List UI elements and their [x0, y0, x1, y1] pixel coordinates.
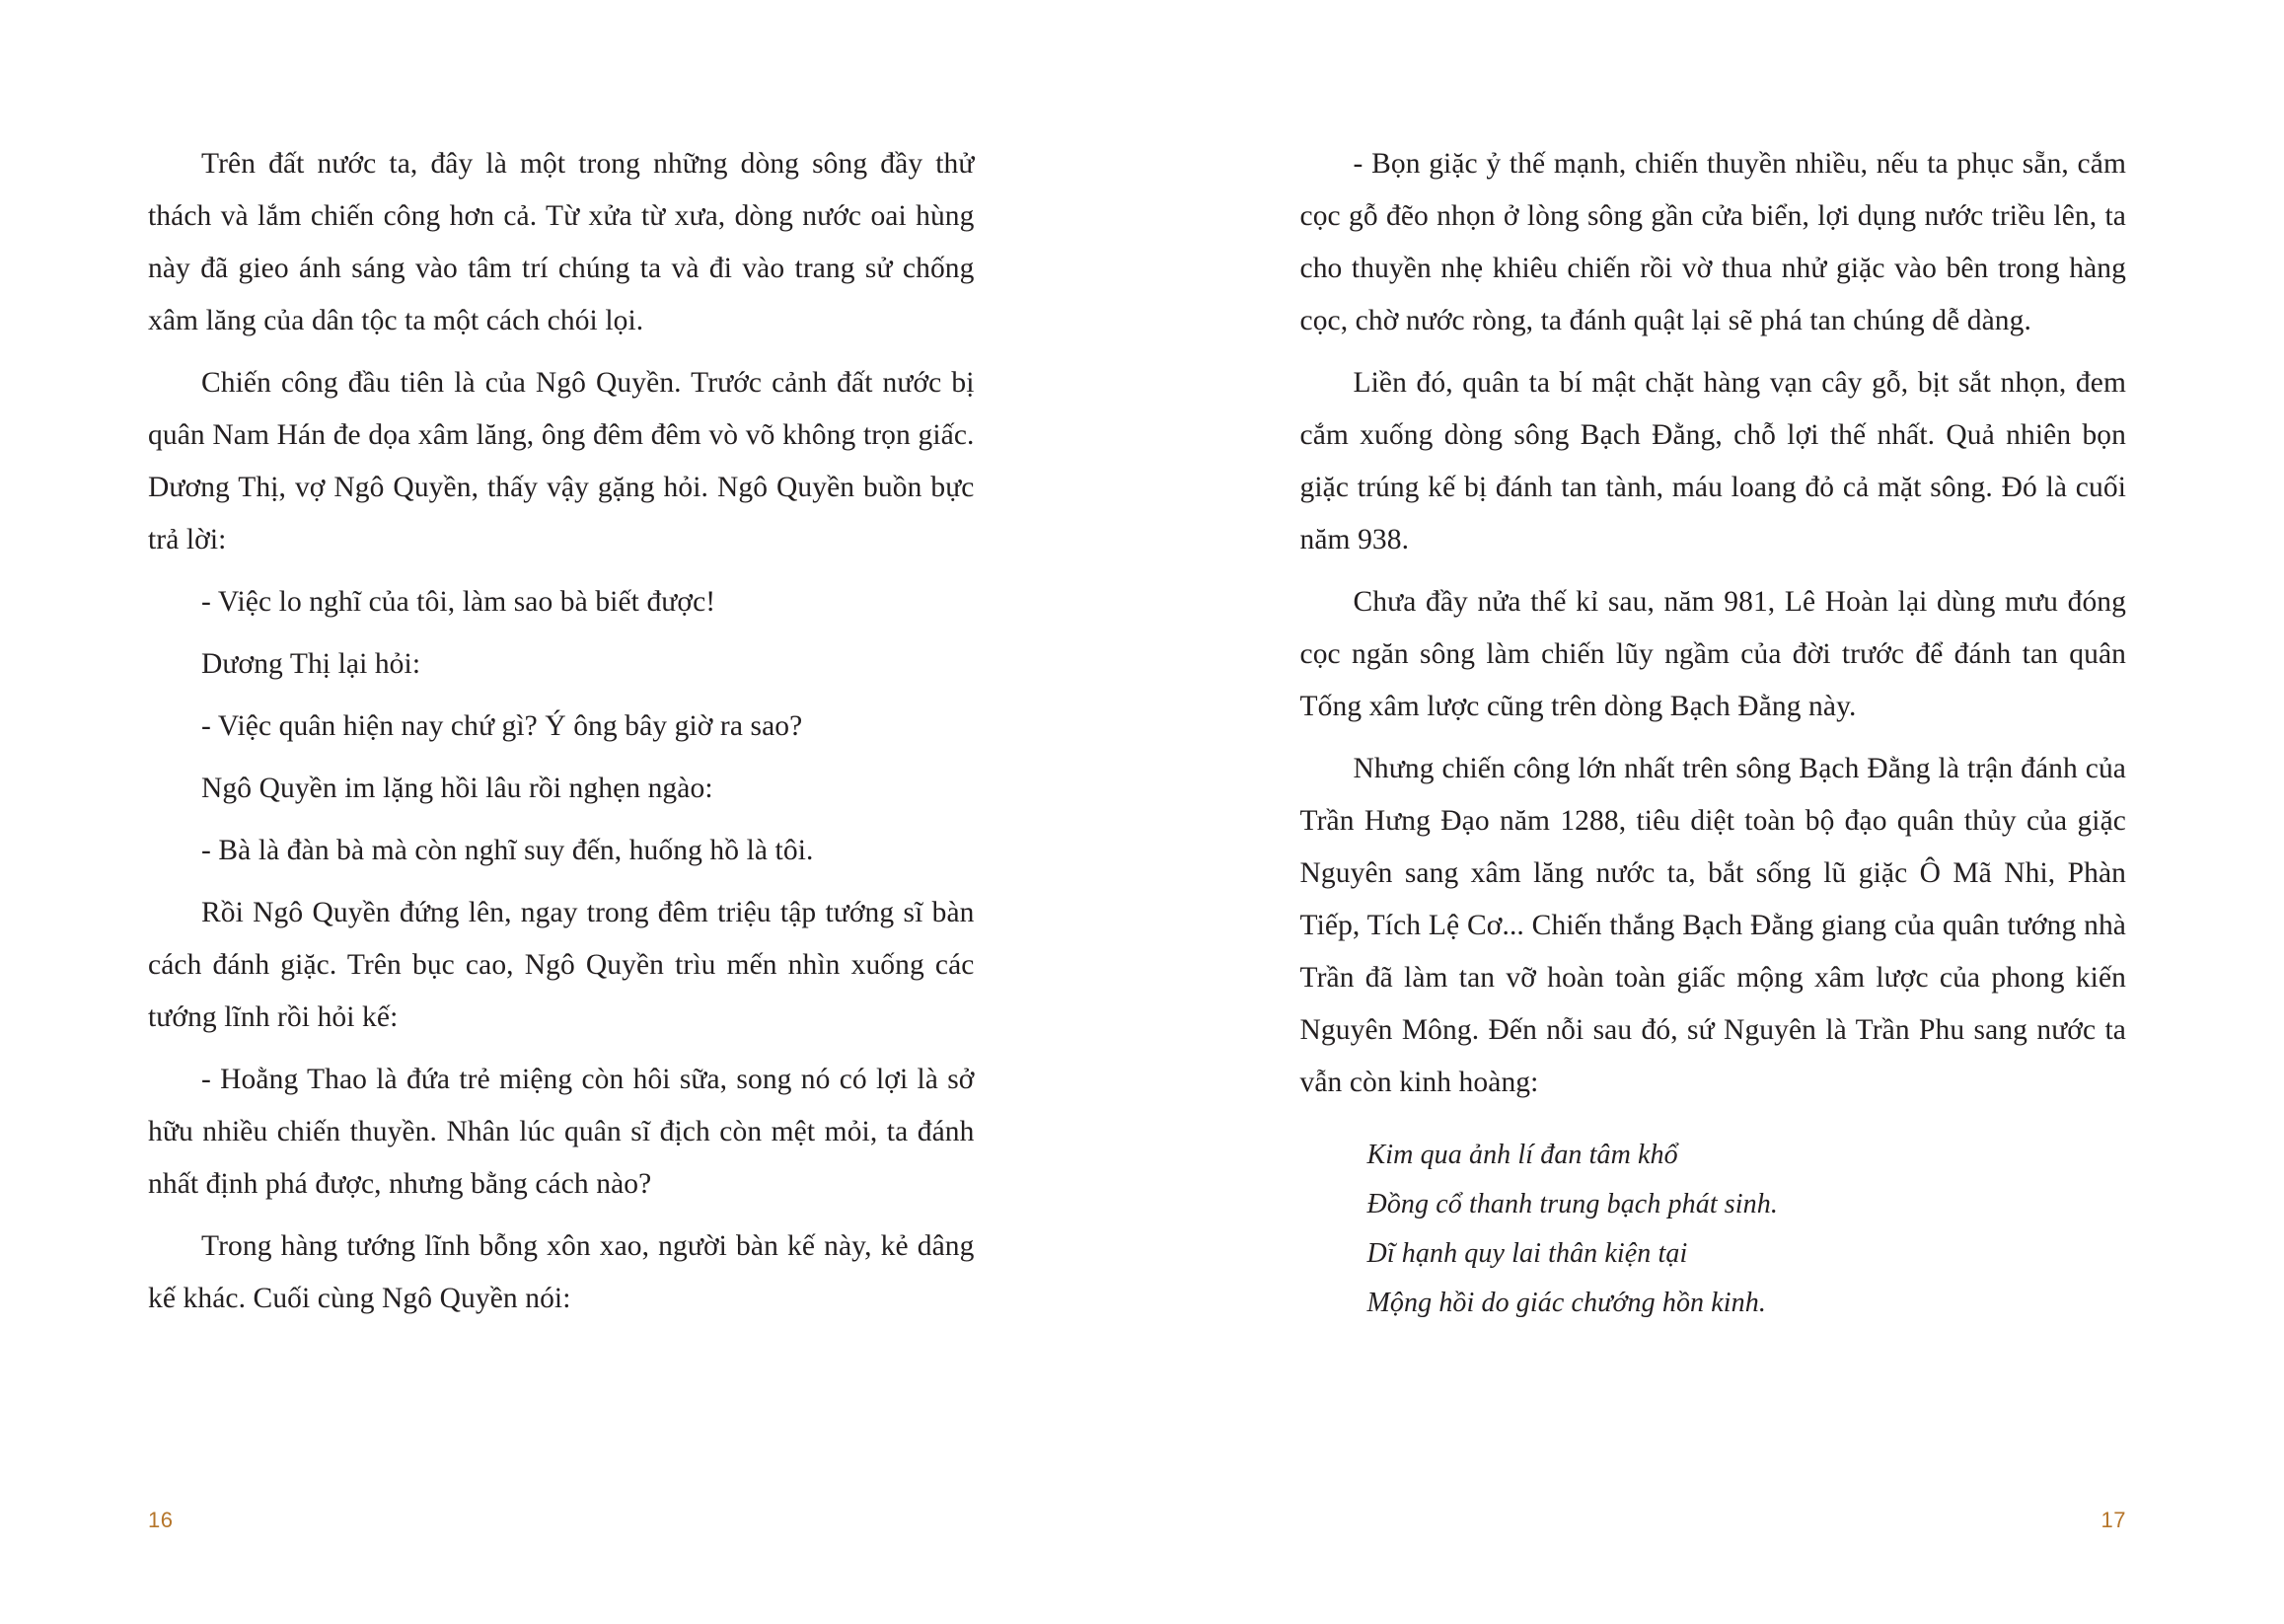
- paragraph: - Hoằng Thao là đứa trẻ miệng còn hôi sữa, song nó có lợi là sở hữu nhiều chiến thuyền. Nhân lúc quân sĩ địch còn mệt mỏi, ta đánh nhất định phá được, nhưng bằng cách nào?: [148, 1064, 975, 1200]
- paragraph: Dương Thị lại hỏi:: [201, 648, 421, 680]
- poem-line: Kim qua ảnh lí đan tâm khổ: [1366, 1140, 1678, 1170]
- poem-line: Dĩ hạnh quy lai thân kiện tại: [1366, 1238, 1688, 1269]
- paragraph: Trên đất nước ta, đây là một trong những dòng sông đầy thử thách và lắm chiến công hơn cả. Từ xửa từ xưa, dòng nước oai hùng này đã gieo ánh sáng vào tâm trí chúng ta và đi vào trang sử chống xâm lăng của dân tộc ta một cách chói lọi.: [148, 148, 975, 336]
- paragraph: Rồi Ngô Quyền đứng lên, ngay trong đêm triệu tập tướng sĩ bàn cách đánh giặc. Trên bục cao, Ngô Quyền trìu mến nhìn xuống các tướng lĩnh rồi hỏi kế:: [148, 897, 975, 1033]
- paragraph: Trong hàng tướng lĩnh bỗng xôn xao, người bàn kế này, kẻ dâng kế khác. Cuối cùng Ngô Quyền nói:: [148, 1230, 975, 1314]
- page-right-body: [1300, 138, 2127, 1328]
- paragraph: - Bà là đàn bà mà còn nghĩ suy đến, huống hồ là tôi.: [201, 835, 814, 866]
- paragraph: Chiến công đầu tiên là của Ngô Quyền. Trước cảnh đất nước bị quân Nam Hán đe dọa xâm lăng, ông đêm đêm vò võ không trọn giấc. Dương Thị, vợ Ngô Quyền, thấy vậy gặng hỏi. Ngô Quyền buồn bực trả lời:: [148, 367, 975, 555]
- poem-line: Mộng hồi do giác chướng hồn kinh.: [1366, 1288, 1766, 1318]
- page-left: [0, 118, 1142, 1624]
- paragraph: Ngô Quyền im lặng hồi lâu rồi nghẹn ngào:: [201, 773, 713, 804]
- page-left-body: [148, 138, 975, 1325]
- paragraph: - Việc lo nghĩ của tôi, làm sao bà biết được!: [201, 586, 716, 618]
- poem-block: [1367, 1131, 2127, 1328]
- paragraph: Liền đó, quân ta bí mật chặt hàng vạn cây gỗ, bịt sắt nhọn, đem cắm xuống dòng sông Bạch Đằng, chỗ lợi thế nhất. Quả nhiên bọn giặc trúng kế bị đánh tan tành, máu loang đỏ cả mặt sông. Đó là cuối năm 938.: [1299, 367, 2126, 555]
- page-right: [1142, 118, 2284, 1624]
- paragraph: - Việc quân hiện nay chứ gì? Ý ông bây giờ ra sao?: [201, 710, 803, 742]
- paragraph: Chưa đầy nửa thế kỉ sau, năm 981, Lê Hoàn lại dùng mưu đóng cọc ngăn sông làm chiến lũy ngầm của đời trước để đánh tan quân Tống xâm lược cũng trên dòng Bạch Đằng này.: [1299, 586, 2126, 722]
- poem-line: Đồng cổ thanh trung bạch phát sinh.: [1366, 1189, 1778, 1219]
- paragraph: - Bọn giặc ỷ thế mạnh, chiến thuyền nhiều, nếu ta phục sẵn, cắm cọc gỗ đẽo nhọn ở lòng sông gần cửa biển, lợi dụng nước triều lên, ta cho thuyền nhẹ khiêu chiến rồi vờ thua nhử giặc vào bên trong hàng cọc, chờ nước ròng, ta đánh quật lại sẽ phá tan chúng dễ dàng.: [1299, 148, 2126, 336]
- page-number-left: 16: [148, 1508, 174, 1532]
- paragraph: Nhưng chiến công lớn nhất trên sông Bạch Đằng là trận đánh của Trần Hưng Đạo năm 1288, tiêu diệt toàn bộ đạo quân thủy của giặc Nguyên sang xâm lăng nước ta, bắt sống lũ giặc Ô Mã Nhi, Phàn Tiếp, Tích Lệ Cơ... Chiến thắng Bạch Đằng giang của quân tướng nhà Trần đã làm tan vỡ hoàn toàn giấc mộng xâm lược của phong kiến Nguyên Mông. Đến nỗi sau đó, sứ Nguyên là Trần Phu sang nước ta vẫn còn kinh hoàng:: [1299, 753, 2126, 1098]
- page-number-right: 17: [2100, 1508, 2126, 1532]
